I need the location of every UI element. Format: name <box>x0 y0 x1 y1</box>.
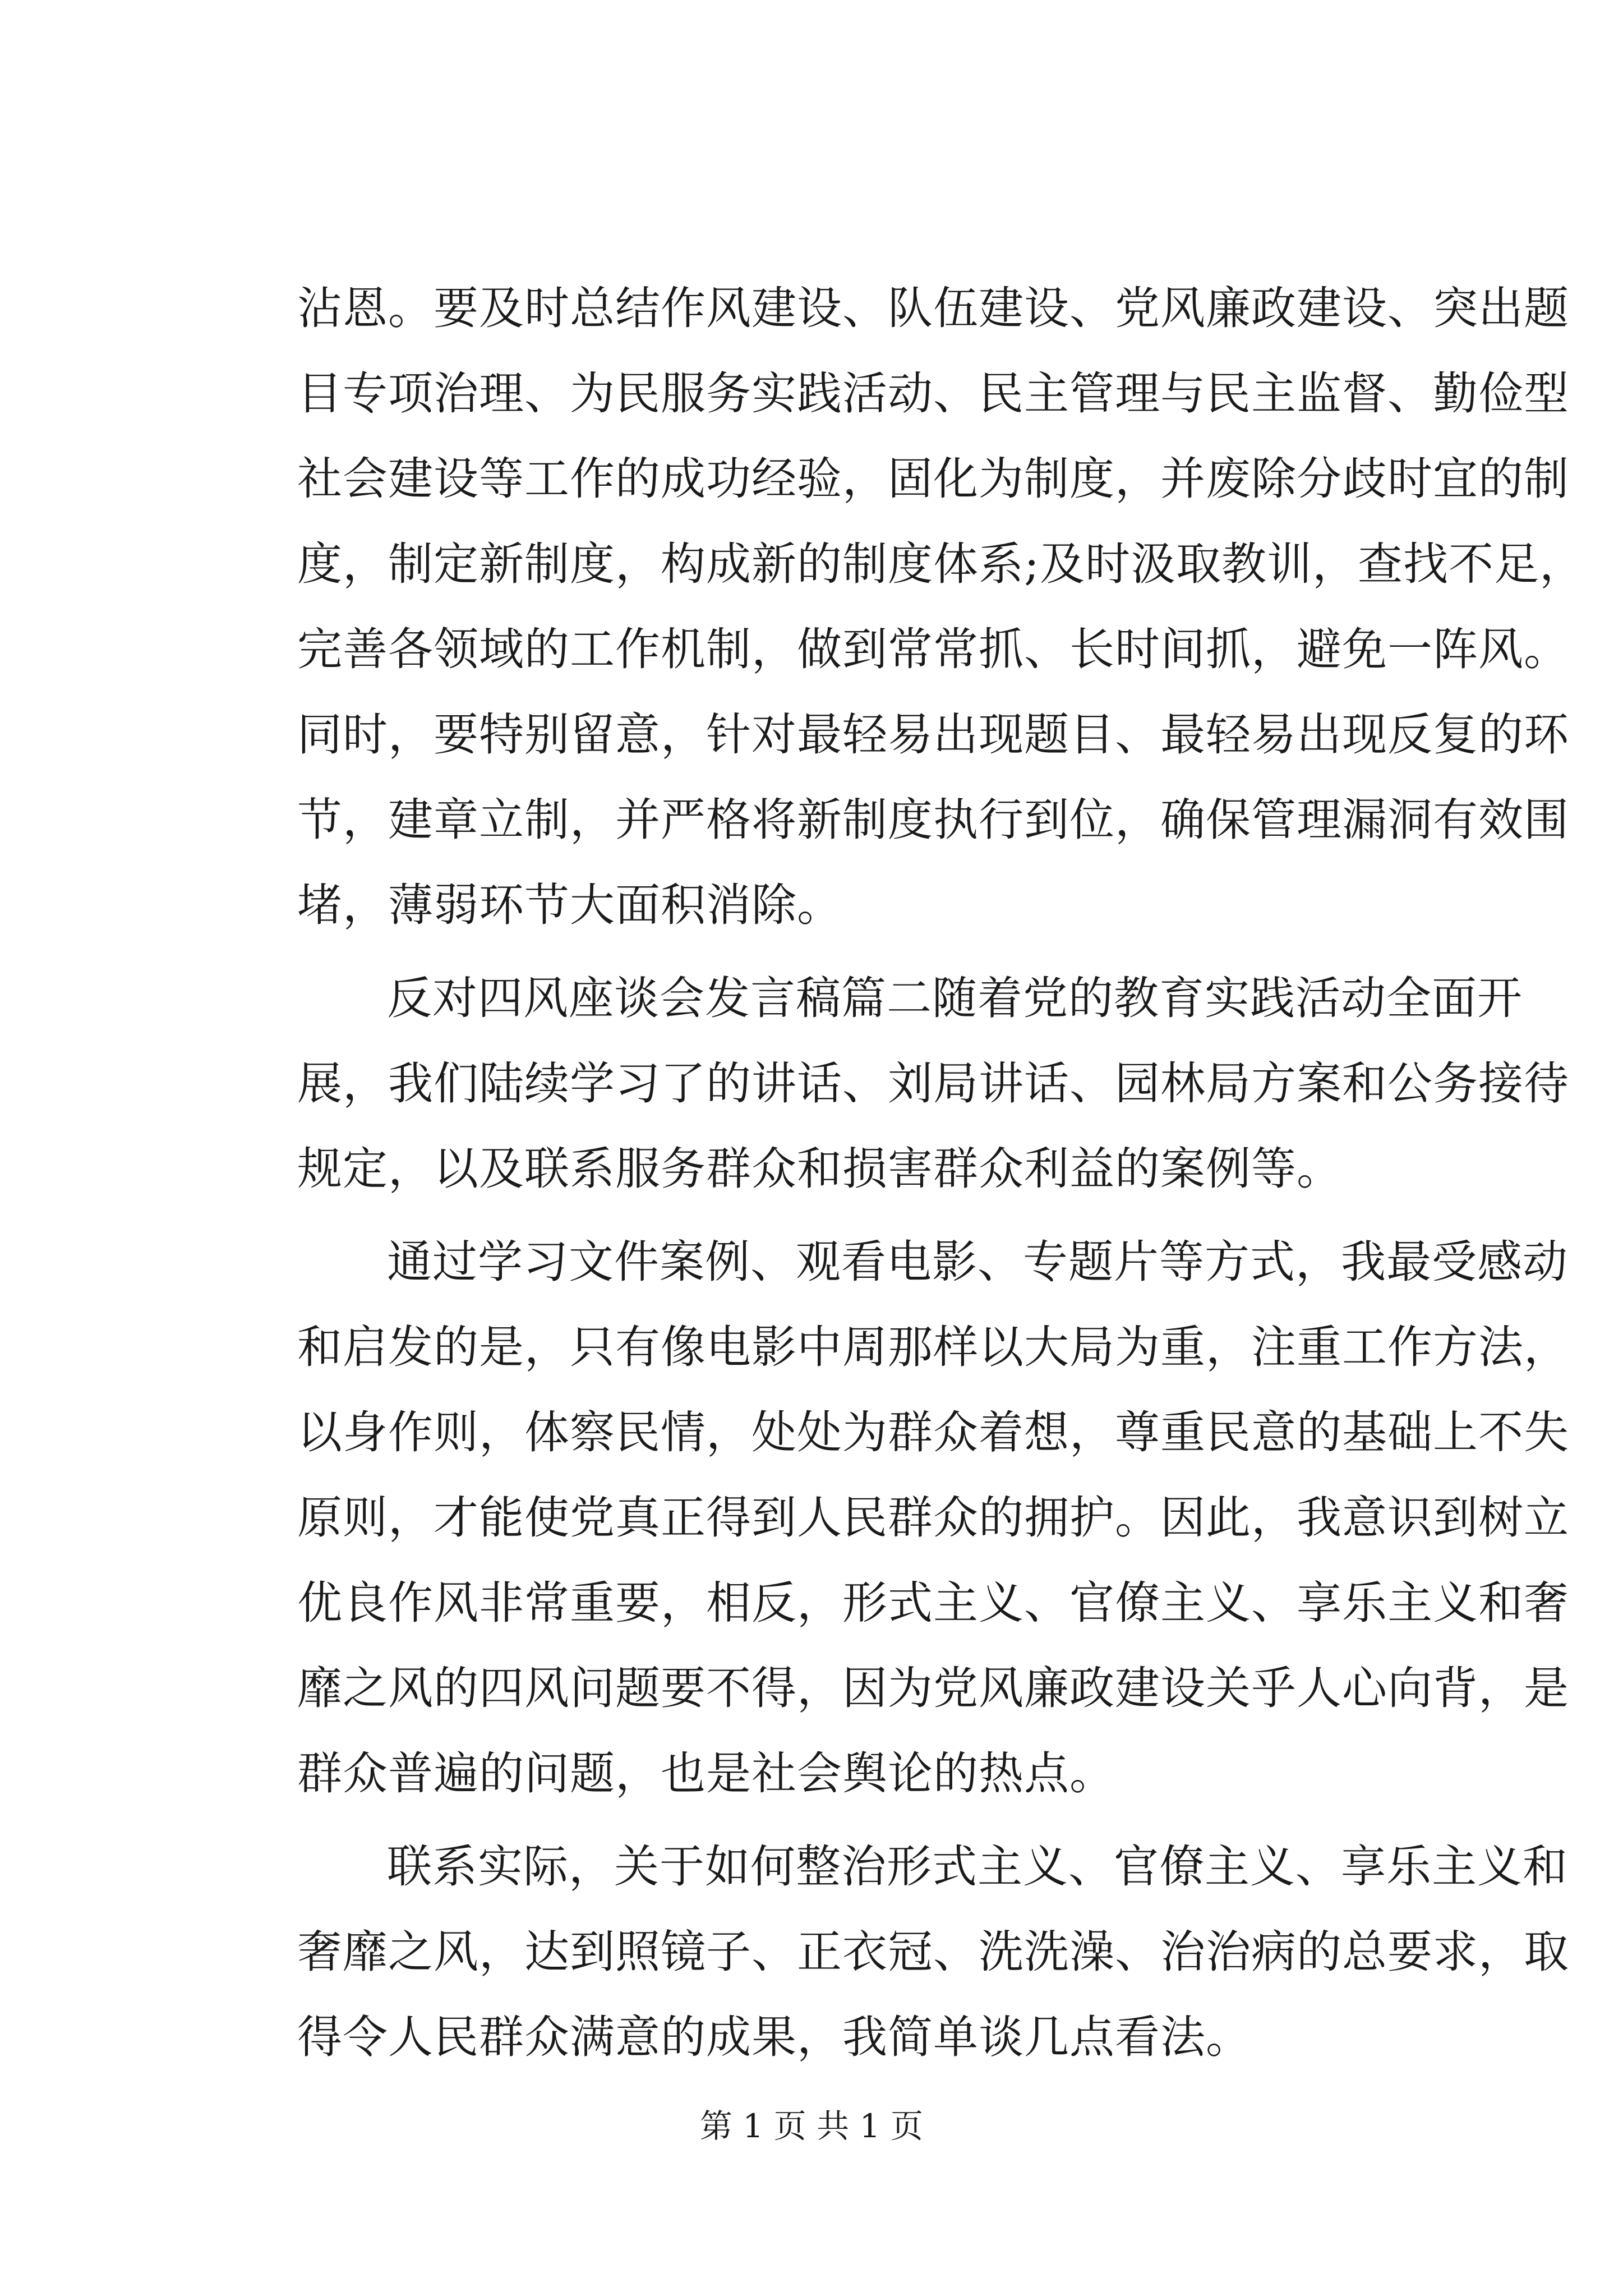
text-line: 原则，才能使党真正得到人民群众的拥护。因此，我意识到树立 <box>297 1492 1569 1544</box>
text-line: 和启发的是，只有像电影中周那样以大局为重，注重工作方法， <box>297 1321 1569 1373</box>
text-line: 得令人民群众满意的成果，我简单谈几点看法。 <box>297 2011 1251 2063</box>
paragraph-start-line: 反对四风座谈会发言稿篇二随着党的教育实践活动全面开 <box>387 972 1523 1024</box>
text-line: 优良作风非常重要，相反，形式主义、官僚主义、享乐主义和奢 <box>297 1577 1569 1629</box>
text-line: 规定，以及联系服务群众和损害群众利益的案例等。 <box>297 1143 1342 1195</box>
text-line: 靡之风的四风问题要不得，因为党风廉政建设关乎人心向背，是 <box>297 1662 1569 1714</box>
paragraph-start-line: 通过学习文件案例、观看电影、专题片等方式，我最受感动 <box>387 1236 1568 1288</box>
text-line: 奢靡之风，达到照镜子、正衣冠、洗洗澡、治治病的总要求，取 <box>297 1926 1569 1978</box>
text-line: 堵，薄弱环节大面积消除。 <box>297 879 842 931</box>
text-line: 节，建章立制，并严格将新制度执行到位，确保管理漏洞有效围 <box>297 794 1569 846</box>
text-line: 以身作则，体察民情，处处为群众着想，尊重民意的基础上不失 <box>297 1406 1569 1458</box>
text-line: 社会建设等工作的成功经验，固化为制度，并废除分歧时宜的制 <box>297 453 1569 505</box>
text-line: 同时，要特别留意，针对最轻易出现题目、最轻易出现反复的环 <box>297 708 1569 761</box>
text-line: 群众普遍的问题，也是社会舆论的热点。 <box>297 1747 1115 1800</box>
text-line: 度，制定新制度，构成新的制度体系;及时汲取教训，查找不足， <box>297 538 1585 590</box>
text-line: 展，我们陆续学习了的讲话、刘局讲话、园林局方案和公务接待 <box>297 1057 1569 1110</box>
page-number-footer: 第 1 页 共 1 页 <box>700 2107 923 2145</box>
text-line: 沾恩。要及时总结作风建设、队伍建设、党风廉政建设、突出题 <box>297 282 1569 334</box>
paragraph-start-line: 联系实际，关于如何整治形式主义、官僚主义、享乐主义和 <box>387 1841 1568 1893</box>
text-line: 目专项治理、为民服务实践活动、民主管理与民主监督、勤俭型 <box>297 367 1569 420</box>
text-line: 完善各领域的工作机制，做到常常抓、长时间抓，避免一阵风。 <box>297 623 1569 675</box>
